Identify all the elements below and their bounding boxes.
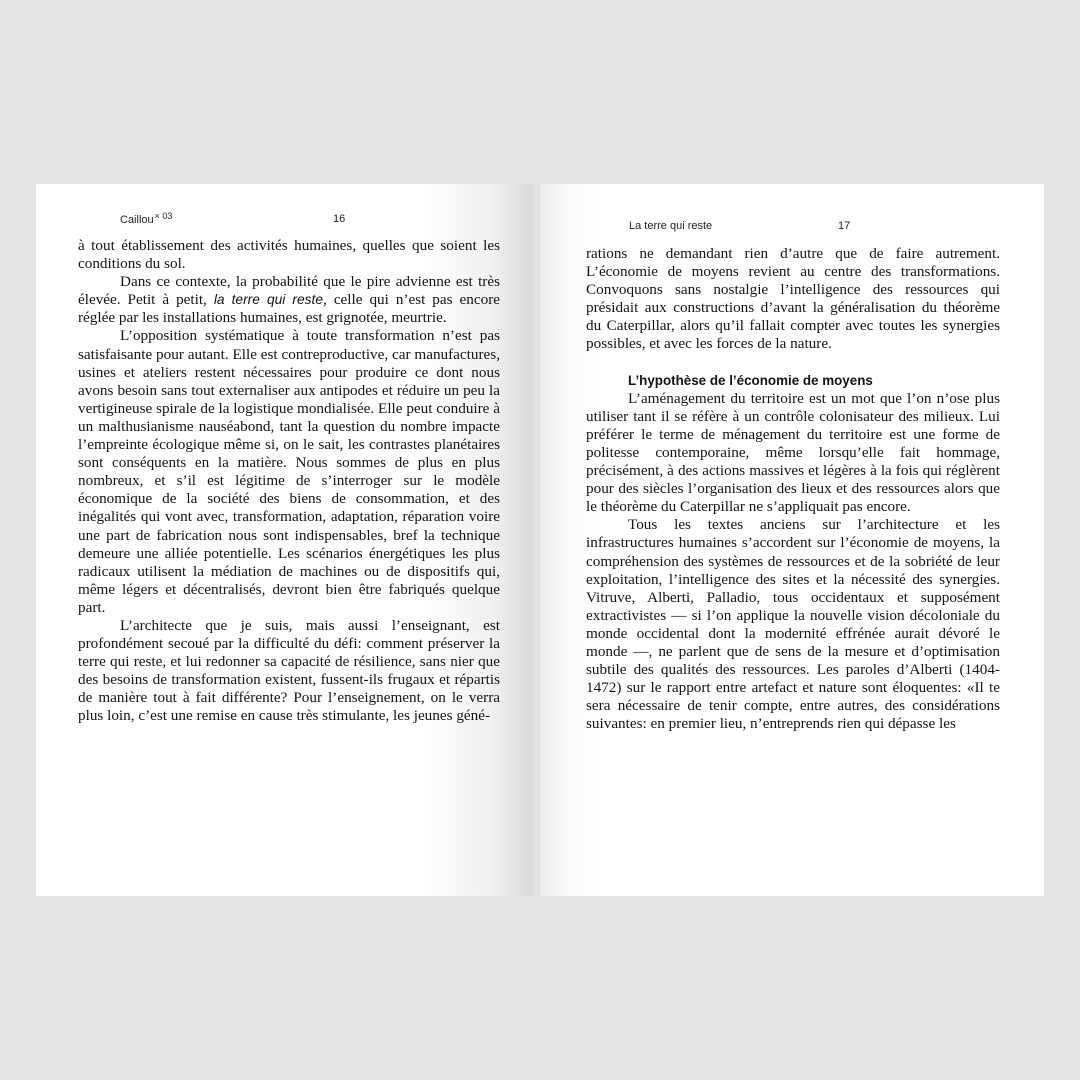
paragraph: Tous les textes anciens sur l’architecture et les infrastructures humaines s’accordent sur l’économie de moyens, la compréhension des systèmes de ressources et de la sobriété de leur exploitation, l’intelligence des sites et la nécessité des synergies. Vitruve, Alberti, Palladio, tous occidentaux et supposément extractivistes — si l’on applique la nouvelle vision décoloniale du monde occidental dont la modernité effrénée aurait dévoré le monde —, ne parlent que de sens de la mesure et d’optimisation subtile des qualités des ressources. Les paroles d’Alberti (1404-1472) sur le rapport entre artefact et nature sont éloquentes: «Il te sera nécessaire de tenir compte, entre autres, des considérations suivantes: en premier lieu, n’entreprends rien qui dépasse les bbox=[586, 516, 1000, 733]
paragraph-text: Dans ce contexte, la probabilité que le pire advienne est très élevée. Petit à petit, bbox=[78, 273, 500, 309]
right-running-head: La terre qui reste bbox=[629, 220, 713, 232]
paragraph-text: , celle qui n’est pas encore réglée par les installations humaines, est grignotée, meurtrie. bbox=[78, 291, 500, 327]
paragraph: L’architecte que je suis, mais aussi l’enseignant, est profondément secoué par la difficulté du défi: comment préserver la terre qui reste, et lui redonner sa capacité de résilience, sans nier que des besoins de transformation existent, fussent-ils frugaux et répartis de manière tout à fait différente? Pour l’enseignement, on le verra plus loin, c’est une remise en cause très stimulante, les jeunes géné- bbox=[78, 616, 500, 725]
paragraph: à tout établissement des activités humaines, quelles que soient les conditions du sol. bbox=[78, 237, 500, 273]
emphasized-phrase: la terre qui reste bbox=[213, 292, 324, 308]
left-running-head bbox=[120, 211, 172, 226]
paragraph: rations ne demandant rien d’autre que de faire autrement. L’économie de moyens revient au centre des transformations. Convoquons sans nostalgie l’intelligence des ressources qui présidait aux constructions d’avant la généralisation du théorème du Caterpillar, alors qu’il fallait compter avec toutes les synergies possibles, et avec les forces de la nature. bbox=[586, 245, 1000, 353]
left-body-text bbox=[78, 237, 500, 726]
issue-number: × 03 bbox=[154, 211, 173, 221]
left-page bbox=[36, 184, 530, 896]
journal-title: Caillou bbox=[120, 214, 154, 226]
paragraph bbox=[78, 273, 500, 327]
paragraph: L’opposition systématique à toute transformation n’est pas satisfaisante pour autant. Elle est contreproductive, car manufactures, usines et ateliers restent nécessaires pour produire ce dont nous avons besoin sans tout externaliser aux antipodes et réduire un peu la vertigineuse spirale de la logistique mondialisée. Elle peut conduire à un malthusianisme nauséabond, tant la question du nombre impacte l’empreinte écologique même si, on le sait, les contrastes planétaires sont conséquents en la matière. Nous sommes de plus en plus nombreux, et s’il est légitime de s’interroger sur le modèle économique de la société des biens de consommation, et des inégalités qui vont avec, transformation, adaptation, réparation voire une part de fabrication nous sont indispensables, bref la technique demeure une alliée potentielle. Les scénarios énergétiques les plus radicaux utilisent la médiation de machines ou de dispositifs qui, même légers et décentralisés, devront bien être fabriqués quelque part. bbox=[78, 327, 500, 616]
right-page bbox=[540, 184, 1044, 896]
section-heading: L’hypothèse de l’économie de moyens bbox=[628, 372, 873, 388]
book-gutter bbox=[530, 184, 540, 896]
right-body-text bbox=[586, 245, 1000, 733]
left-page-number: 16 bbox=[333, 213, 346, 225]
right-page-number: 17 bbox=[838, 220, 851, 232]
paragraph: L’aménagement du territoire est un mot que l’on n’ose plus utiliser tant il se réfère à un contrôle colonisateur des milieux. Lui préférer le terme de ménagement du territoire est une forme de politesse contemporaine, même lorsqu’elle fait hommage, précisément, à des actions massives et légères à la fois qui réglèrent pour des siècles l’organisation des lieux et des ressources alors que le théorème du Caterpillar ne s’appliquait pas encore. bbox=[586, 389, 1000, 516]
